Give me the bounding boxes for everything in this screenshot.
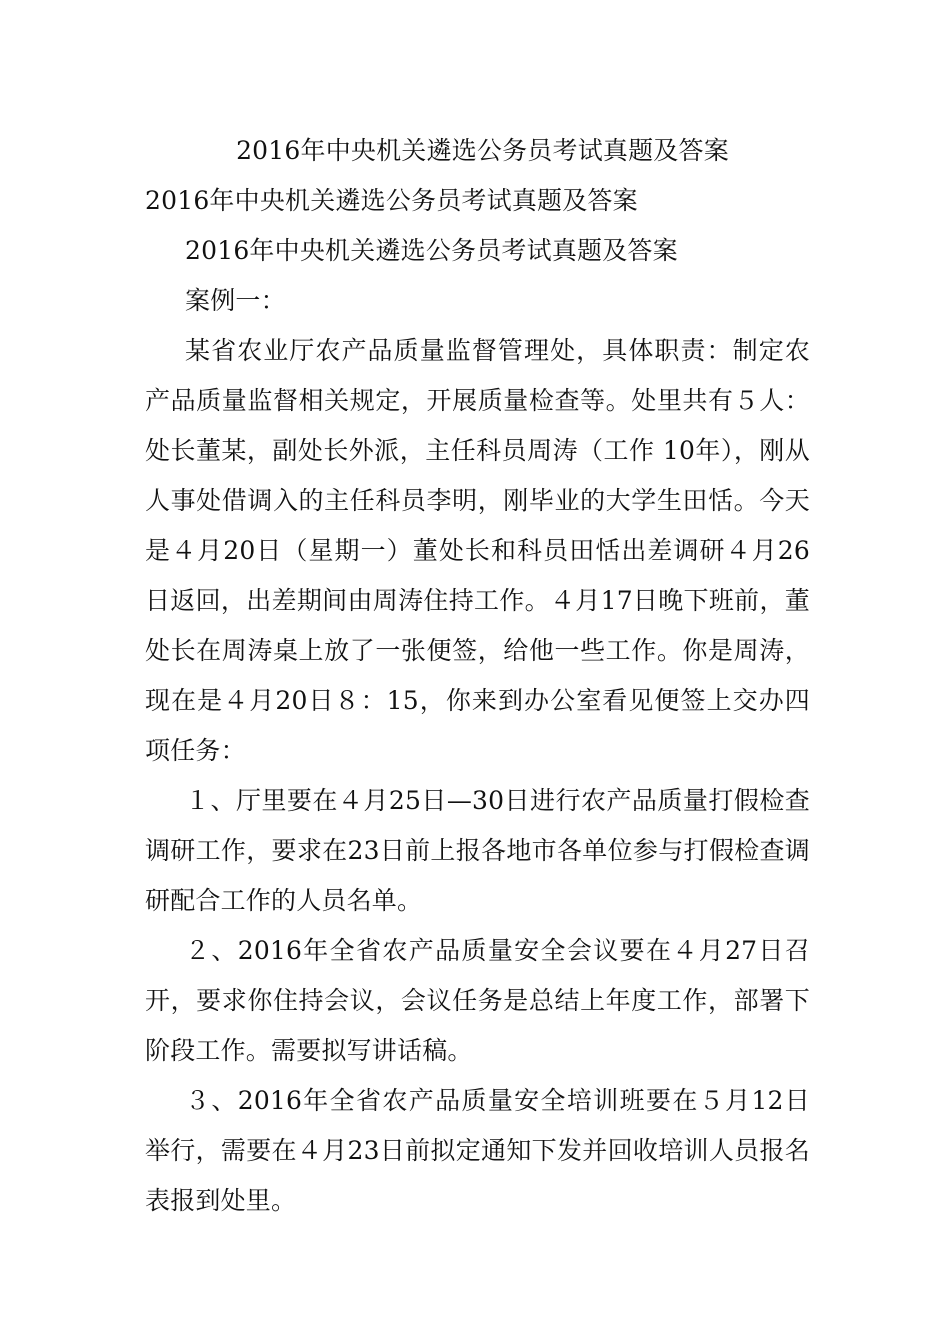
document-title: 2016年中央机关遴选公务员考试真题及答案 [236,136,729,165]
task-item-3: ３、2016年全省农产品质量安全培训班要在５月12日举行，需要在４月23日前拟定通知下发并回收培训人员报名表报到处里。 [145,1086,810,1215]
intro-paragraph: 某省农业厅农产品质量监督管理处，具体职责：制定农产品质量监督相关规定，开展质量检查等。处里共有５人：处长董某，副处长外派，主任科员周涛（工作 10年），刚从人事处借调入的主任科员李明，刚毕业的大学生田恬。今天是４月20日（星期一）董处长和科员田恬出差调研４月26日返回，出差期间由周涛住持工作。４月17日晚下班前，董处长在周涛桌上放了一张便签，给他一些工作。你是周涛，现在是４月20日８：15，你来到办公室看见便签上交办四项任务： [145,336,810,765]
section-heading: 案例一： [185,286,286,315]
document-body [145,126,810,1226]
task-item-2: ２、2016年全省农产品质量安全会议要在４月27日召开，要求你住持会议，会议任务是总结上年度工作，部署下阶段工作。需要拟写讲话稿。 [145,936,810,1065]
document-title-repeat-indented: 2016年中央机关遴选公务员考试真题及答案 [185,236,678,265]
document-title-repeat: 2016年中央机关遴选公务员考试真题及答案 [145,186,638,215]
task-item-1: １、厅里要在４月25日—30日进行农产品质量打假检查调研工作，要求在23日前上报各地市各单位参与打假检查调研配合工作的人员名单。 [145,786,810,915]
